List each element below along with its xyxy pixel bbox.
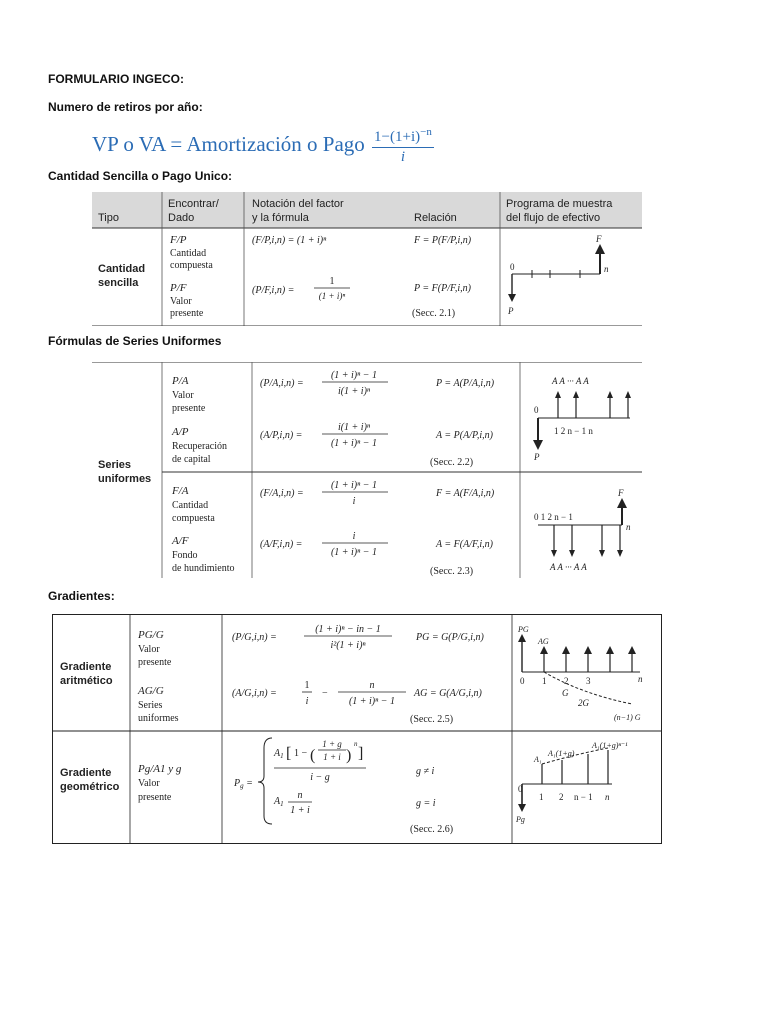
t3-d2-A1gn: A₁(1+g)ⁿ⁻¹	[592, 741, 628, 750]
t2-r1-relation: P = A(P/A,i,n)	[436, 378, 495, 389]
t3-r3-find: Pg/A1 y g	[138, 763, 182, 775]
t1-r2-formula-den: (1 + i)ⁿ	[318, 291, 346, 301]
t1-h-tipo: Tipo	[98, 212, 119, 224]
t1-diag-P: P	[508, 306, 514, 316]
main-formula-fraction	[372, 126, 434, 166]
t2-r4-desc2: de hundimiento	[172, 563, 235, 574]
t3-tipo1-a: Gradiente	[60, 661, 112, 673]
t1-r2-formula-left: (P/F,i,n) =	[252, 285, 295, 296]
t2-d2-n: n	[626, 522, 631, 532]
t1-r2-formula-num: 1	[329, 276, 335, 287]
main-formula-denominator: i	[400, 149, 406, 165]
t2-d1-P: P	[534, 452, 540, 462]
t3-r1-relation: PG = G(P/G,i,n)	[416, 632, 484, 643]
table-cantidad-sencilla	[92, 192, 642, 326]
t2-r2-left: (A/P,i,n) =	[260, 430, 303, 441]
t3-d1-2G: 2G	[578, 698, 589, 708]
t1-h-relacion: Relación	[414, 212, 457, 224]
t1-h-notacion: Notación del factor	[252, 198, 344, 210]
t3-r2-relation: AG = G(A/G,i,n)	[414, 688, 482, 699]
svg-text:1 −: 1 −	[294, 748, 308, 759]
t1-cashflow-diagram	[507, 234, 609, 316]
t3-d2-t3: n − 1	[574, 792, 593, 802]
t1-r2-find: P/F	[170, 282, 187, 294]
t3-r3-cond2: g = i	[416, 798, 436, 809]
t3-d1-G: G	[562, 688, 569, 698]
t1-r1-desc2: compuesta	[170, 260, 213, 271]
t1-r1-find: F/P	[170, 234, 187, 246]
t1-r2-relation: P = F(P/F,i,n)	[414, 283, 471, 294]
t2-r3-desc2: compuesta	[172, 513, 215, 524]
t3-d1-t3: 3	[586, 676, 591, 686]
t3-r1-num: (1 + i)ⁿ − in − 1	[315, 624, 381, 635]
t2-r1-num: (1 + i)ⁿ − 1	[330, 370, 378, 381]
t3-sec2: (Secc. 2.6)	[410, 824, 454, 835]
t3-diagram-arithmetic	[517, 625, 643, 722]
t1-diag-F: F	[596, 234, 602, 244]
main-formula-lhs: VP o VA = Amortización o Pago	[92, 131, 365, 156]
t2-r3-den: i	[352, 496, 356, 507]
svg-text:−: −	[322, 688, 328, 699]
t3-tipo2-a: Gradiente	[60, 767, 112, 779]
section-gradientes: Gradientes:	[48, 589, 115, 603]
svg-text:1 + i: 1 + i	[290, 805, 310, 816]
t2-r3-find: F/A	[172, 485, 189, 497]
main-formula-exponent: −n	[420, 126, 432, 138]
t2-r4-desc1: Fondo	[172, 550, 198, 561]
t3-tipo1-b: aritmético	[60, 675, 113, 687]
t3-d1-PG: PG	[518, 625, 529, 634]
t3-r2-formula-body	[302, 680, 406, 707]
t3-d1-tn: n	[638, 674, 643, 684]
t2-r2-desc1: Recuperación	[172, 441, 227, 452]
t2-r1-den: i(1 + i)ⁿ	[337, 386, 371, 397]
t3-d2-t1: 1	[539, 792, 544, 802]
t3-r3-desc1: Valor	[138, 778, 160, 789]
t1-h-dado: Dado	[168, 212, 195, 224]
t2-r2-relation: A = P(A/P,i,n)	[436, 430, 493, 441]
t2-d2-F: F	[618, 488, 624, 498]
t3-d2-tn: n	[605, 792, 610, 802]
table-gradientes	[52, 614, 662, 844]
t2-r1-find: P/A	[172, 375, 189, 387]
svg-text:A1: $A_1$	[274, 748, 284, 760]
main-formula-numerator: 1−(1+i)	[374, 129, 421, 145]
t3-r2-desc2: uniformes	[138, 713, 179, 724]
svg-text:1 + g: 1 + g	[322, 739, 342, 749]
t2-r3-left: (F/A,i,n) =	[260, 488, 304, 499]
svg-text:i: i	[305, 696, 309, 707]
t2-d2-bottom: A A ··· A A	[550, 562, 587, 572]
t1-diag-n: n	[604, 264, 609, 274]
section-series-uniformes: Fórmulas de Series Uniformes	[48, 334, 222, 348]
t1-r1-formula: (F/P,i,n) = (1 + i)ⁿ	[252, 235, 327, 246]
svg-text:i − g: i − g	[310, 772, 330, 783]
t3-r1-den: i²(1 + i)ⁿ	[330, 640, 366, 651]
t1-r1-desc1: Cantidad	[170, 248, 207, 259]
svg-text:): )	[346, 747, 352, 764]
t2-tipo-1: Series	[98, 459, 132, 471]
t3-d2-A1g: A₁(1+g)	[548, 749, 575, 758]
t2-diagram-future-value	[534, 488, 631, 572]
t2-r1-desc2: presente	[172, 403, 206, 414]
t3-sec1: (Secc. 2.5)	[410, 714, 454, 725]
t2-r4-find: A/F	[172, 535, 189, 547]
t1-tipo-1: Cantidad	[98, 263, 146, 275]
t2-r1-left: (P/A,i,n) =	[260, 378, 304, 389]
t2-r1-desc1: Valor	[172, 390, 194, 401]
t3-r2-left: (A/G,i,n) =	[232, 688, 277, 699]
svg-text:1: 1	[304, 680, 310, 691]
t1-sec: (Secc. 2.1)	[412, 308, 456, 319]
t2-d1-zero: 0	[534, 405, 539, 415]
t2-d1-ticks: 1 2 n − 1 n	[554, 426, 593, 436]
t1-r2-desc2: presente	[170, 308, 204, 319]
t3-d2-t0: 0	[518, 784, 523, 794]
t2-r4-num: i	[352, 531, 356, 542]
svg-text:(1 + i)ⁿ − 1: (1 + i)ⁿ − 1	[348, 696, 396, 707]
t2-r4-left: (A/F,i,n) =	[260, 539, 303, 550]
t2-sec2: (Secc. 2.3)	[430, 566, 474, 577]
svg-text:A1: $A_1$	[274, 796, 284, 808]
t1-h-flujo: del flujo de efectivo	[506, 212, 601, 224]
t3-d2-A1: A₁	[534, 755, 542, 764]
t2-d2-top: 0 1 2 n − 1	[534, 512, 573, 522]
t2-diagram-present-value	[533, 376, 631, 462]
table-series-uniformes	[92, 362, 642, 578]
t1-tipo-2: sencilla	[98, 277, 139, 289]
t2-r4-relation: A = F(A/F,i,n)	[436, 539, 493, 550]
t2-sec1: (Secc. 2.2)	[430, 457, 474, 468]
t1-r1-relation: F = P(F/P,i,n)	[414, 235, 472, 246]
svg-text:1 + i: 1 + i	[323, 752, 341, 762]
t2-tipo-2: uniformes	[98, 473, 152, 485]
t1-h-programa: Programa de muestra	[506, 198, 613, 210]
t3-r1-desc1: Valor	[138, 644, 160, 655]
svg-text:[: [	[286, 745, 292, 762]
t2-r3-num: (1 + i)ⁿ − 1	[330, 480, 378, 491]
t3-r2-find: AG/G	[138, 685, 164, 697]
svg-text:]: ]	[358, 745, 364, 762]
t3-d1-AG: AG	[538, 637, 549, 646]
svg-text:n: n	[354, 740, 358, 748]
t3-r3-desc2: presente	[138, 792, 172, 803]
t1-h-formula: y la fórmula	[252, 212, 309, 224]
t1-r2-desc1: Valor	[170, 296, 192, 307]
t3-r3-cond1: g ≠ i	[416, 766, 435, 777]
svg-text:Pg =: $P_g$ =	[234, 778, 253, 790]
document-title: FORMULARIO INGECO:	[48, 72, 184, 86]
t3-r2-desc1: Series	[138, 700, 163, 711]
section-cantidad-sencilla: Cantidad Sencilla o Pago Unico:	[48, 169, 233, 183]
t3-d2-Pg: Pg	[516, 815, 525, 824]
t3-d1-t0: 0	[520, 676, 525, 686]
t3-tipo2-b: geométrico	[60, 781, 120, 793]
t3-r1-left: (P/G,i,n) =	[232, 632, 277, 643]
t3-r1-desc2: presente	[138, 657, 172, 668]
t3-d2-t2: 2	[559, 792, 564, 802]
t2-r2-den: (1 + i)ⁿ − 1	[330, 438, 378, 449]
svg-text:n: n	[297, 790, 303, 801]
t2-r2-find: A/P	[172, 426, 189, 438]
t1-h-encontrar: Encontrar/	[168, 198, 219, 210]
t3-diagram-geometric	[515, 741, 628, 824]
t2-r2-num: i(1 + i)ⁿ	[337, 422, 371, 433]
t3-d1-n1G: (n−1) G	[614, 713, 641, 722]
svg-text:(: (	[310, 747, 316, 764]
t2-r4-den: (1 + i)ⁿ − 1	[330, 547, 378, 558]
t2-r2-desc2: de capital	[172, 454, 211, 465]
t2-r3-desc1: Cantidad	[172, 500, 209, 511]
t1-diag-zero: 0	[510, 262, 515, 272]
t2-d1-top: A A ··· A A	[552, 376, 589, 386]
main-formula	[92, 126, 434, 166]
t3-d1-t2: 2	[564, 676, 569, 686]
svg-text:n: n	[369, 680, 375, 691]
t3-d1-t1: 1	[542, 676, 547, 686]
t3-r3-formula-body	[233, 738, 366, 824]
t2-r3-relation: F = A(F/A,i,n)	[436, 488, 495, 499]
retiros-label: Numero de retiros por año:	[48, 100, 203, 114]
t3-r1-find: PG/G	[138, 629, 164, 641]
